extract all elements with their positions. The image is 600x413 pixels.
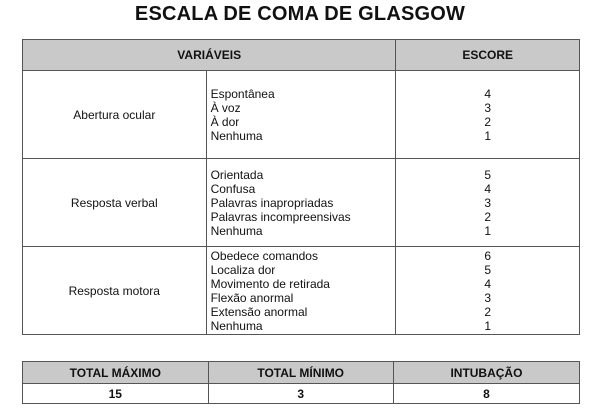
option-item: Espontânea (210, 86, 275, 101)
value-total-min: 3 (208, 384, 393, 404)
option-item: Nenhuma (210, 223, 263, 238)
options-motor-response (206, 247, 396, 335)
score-item: 2 (484, 114, 492, 129)
header-variables: VARIÁVEIS (23, 40, 396, 71)
score-item: 5 (484, 167, 492, 182)
value-total-max: 15 (23, 384, 209, 404)
score-item: 3 (484, 100, 492, 115)
score-item: 2 (484, 304, 492, 319)
table-row-motor-response (23, 247, 580, 335)
header-total-max: TOTAL MÁXIMO (23, 362, 209, 384)
header-intubation: INTUBAÇÃO (393, 362, 579, 384)
score-item: 5 (484, 262, 492, 277)
score-item: 2 (484, 209, 492, 224)
option-item: Confusa (210, 181, 256, 196)
scores-verbal-response (396, 159, 580, 247)
table-row-eye-opening (23, 71, 580, 159)
option-item: Localiza dor (210, 262, 276, 277)
variable-motor-response: Resposta motora (23, 247, 207, 335)
table-row-verbal-response (23, 159, 580, 247)
totals-values-row (23, 384, 580, 404)
option-item: Palavras inapropriadas (210, 195, 334, 210)
option-item: Orientada (210, 167, 264, 182)
options-verbal-response (206, 159, 396, 247)
variable-verbal-response: Resposta verbal (23, 159, 207, 247)
option-item: Palavras incompreensivas (210, 209, 351, 224)
value-intubation: 8 (393, 384, 579, 404)
score-item: 4 (484, 86, 492, 101)
header-total-min: TOTAL MÍNIMO (208, 362, 393, 384)
option-item: À dor (210, 114, 240, 129)
score-item: 6 (484, 248, 492, 263)
score-item: 4 (484, 276, 492, 291)
score-item: 4 (484, 181, 492, 196)
score-item: 1 (484, 223, 492, 238)
options-eye-opening (206, 71, 396, 159)
option-item: Obedece comandos (210, 248, 318, 263)
option-item: Nenhuma (210, 318, 263, 333)
option-item: Extensão anormal (210, 304, 308, 319)
scores-eye-opening (396, 71, 580, 159)
glasgow-scale-table (22, 39, 580, 335)
option-item: Flexão anormal (210, 290, 294, 305)
totals-table (22, 361, 580, 404)
header-score: ESCORE (396, 40, 580, 71)
scores-motor-response (396, 247, 580, 335)
page-title: ESCALA DE COMA DE GLASGOW (134, 3, 466, 25)
table-header-row (23, 40, 580, 71)
option-item: À voz (210, 100, 241, 115)
score-item: 3 (484, 290, 492, 305)
score-item: 1 (484, 128, 492, 143)
option-item: Movimento de retirada (210, 276, 330, 291)
option-item: Nenhuma (210, 128, 263, 143)
totals-header-row (23, 362, 580, 384)
score-item: 3 (484, 195, 492, 210)
score-item: 1 (484, 318, 492, 333)
variable-eye-opening: Abertura ocular (23, 71, 207, 159)
